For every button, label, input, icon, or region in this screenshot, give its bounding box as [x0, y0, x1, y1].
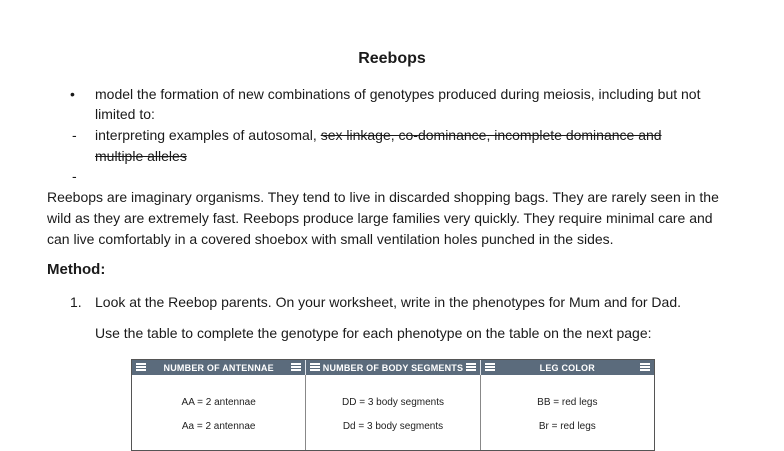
column-header-body-segments [306, 360, 480, 375]
step-number: 1. [70, 294, 82, 310]
bullet-marker: • [70, 86, 75, 102]
menu-icon [310, 363, 320, 371]
method-heading: Method: [47, 261, 106, 278]
table-column-antennae [132, 375, 306, 451]
dash-marker-empty: - [72, 168, 77, 184]
table-header [132, 360, 654, 375]
intro-line-1: Reebops are imaginary organisms. They tend to live in discarded shopping bags. They are rarely seen in the [47, 189, 719, 205]
column-header-leg-color [481, 360, 654, 375]
objective-dash-line-2: multiple alleles [95, 148, 187, 164]
table-cell: AA = 2 antennae [181, 397, 256, 408]
step-text: Look at the Reebop parents. On your worksheet, write in the phenotypes for Mum and for Dad. [95, 294, 681, 310]
objective-dash-line-1 [95, 125, 662, 145]
table-cell: Aa = 2 antennae [181, 421, 256, 432]
menu-icon [485, 363, 495, 371]
column-header-label: LEG COLOR [539, 362, 595, 373]
intro-line-3: can live comfortably in a covered shoebox with small ventilation holes punched in the sides. [47, 231, 614, 247]
genotype-table [131, 359, 655, 451]
column-header-label: NUMBER OF BODY SEGMENTS [322, 362, 464, 373]
menu-icon [466, 363, 476, 371]
table-body [132, 375, 654, 451]
menu-icon [640, 363, 650, 371]
table-column-body-segments [306, 375, 480, 451]
table-cell: Br = red legs [538, 421, 596, 432]
table-column-leg-color [481, 375, 654, 451]
page-title: Reebops [358, 50, 426, 67]
objective-bullet-line-2: limited to: [95, 106, 155, 122]
menu-icon [136, 363, 146, 371]
step-continuation: Use the table to complete the genotype for each phenotype on the table on the next page: [95, 325, 652, 341]
dash-marker: - [72, 127, 77, 143]
menu-icon [291, 363, 301, 371]
table-cell: DD = 3 body segments [341, 397, 444, 408]
column-header-antennae [132, 360, 306, 375]
intro-line-2: wild as they are extremely fast. Reebops produce large families very quickly. They require minimal care and [47, 210, 713, 226]
table-cell: BB = red legs [537, 397, 598, 408]
column-header-label: NUMBER OF ANTENNAE [163, 362, 274, 373]
objective-dash-text: interpreting examples of autosomal, [95, 127, 321, 143]
objective-dash-strike-1: sex linkage, co-dominance, incomplete dominance and [320, 127, 662, 143]
objective-bullet-line-1: model the formation of new combinations of genotypes produced during meiosis, including but not [95, 86, 701, 102]
table-cell: Dd = 3 body segments [342, 421, 444, 432]
